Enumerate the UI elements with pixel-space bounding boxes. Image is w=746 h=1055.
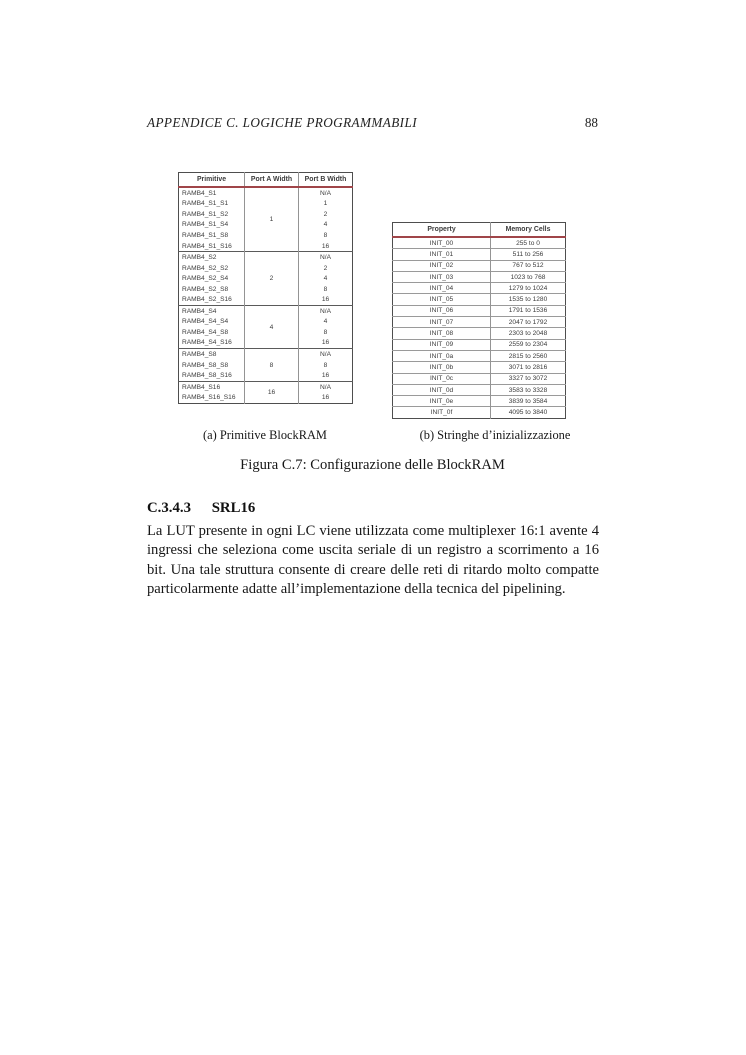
table-header-row <box>179 173 353 188</box>
page-number: 88 <box>584 115 598 130</box>
primitive-cell: RAMB4_S1_S1 <box>182 200 229 208</box>
property-cell: INIT_04 <box>393 283 491 294</box>
table-row <box>179 306 353 317</box>
running-header <box>147 115 598 131</box>
primitive-cell: RAMB4_S1_S16 <box>182 242 232 250</box>
primitive-cell: RAMB4_S8 <box>179 349 245 360</box>
property-cell: INIT_05 <box>393 294 491 305</box>
table-row <box>179 187 353 199</box>
property-cell: INIT_0c <box>393 373 491 384</box>
port-b-width-cell: 8 <box>299 284 353 295</box>
table-row <box>393 249 566 260</box>
primitive-cell: RAMB4_S1_S4 <box>182 221 229 229</box>
property-cell: INIT_06 <box>393 305 491 316</box>
table-row <box>393 384 566 395</box>
table-row <box>393 317 566 328</box>
table-row <box>393 305 566 316</box>
property-cell: INIT_0e <box>393 396 491 407</box>
table-row <box>179 349 353 360</box>
memory-cells-cell: 1791 to 1536 <box>491 305 566 316</box>
table-row <box>393 350 566 361</box>
memory-cells-cell: 3583 to 3328 <box>491 384 566 395</box>
figure-caption: Figura C.7: Configurazione delle BlockRAM <box>240 457 505 473</box>
table-row <box>393 373 566 384</box>
port-a-width-cell: 1 <box>245 187 299 252</box>
property-cell: INIT_03 <box>393 271 491 282</box>
primitive-blockram-table <box>178 172 353 404</box>
primitive-cell: RAMB4_S4_S16 <box>182 339 232 347</box>
memory-cells-cell: 3327 to 3072 <box>491 373 566 384</box>
property-cell: INIT_0d <box>393 384 491 395</box>
port-b-width-cell: 4 <box>299 220 353 231</box>
subfigure-caption-a: (a) Primitive BlockRAM <box>203 428 327 442</box>
table-row <box>393 407 566 418</box>
section-title: SRL16 <box>211 500 256 516</box>
port-b-width-cell: N/A <box>299 349 353 360</box>
port-a-width-cell: 8 <box>245 349 299 382</box>
memory-cells-cell: 1023 to 768 <box>491 271 566 282</box>
port-b-width-cell: 1 <box>299 199 353 210</box>
table-row <box>393 237 566 249</box>
port-b-width-cell: 2 <box>299 209 353 220</box>
init-strings-table <box>392 222 566 419</box>
table-row <box>393 283 566 294</box>
col-header-property: Property <box>393 223 491 238</box>
property-cell: INIT_07 <box>393 317 491 328</box>
port-a-width-cell: 16 <box>245 381 299 403</box>
memory-cells-cell: 767 to 512 <box>491 260 566 271</box>
subfigure-caption-b: (b) Stringhe d’inizializzazione <box>419 428 571 442</box>
memory-cells-cell: 3071 to 2816 <box>491 362 566 373</box>
primitive-cell: RAMB4_S4_S4 <box>182 318 229 326</box>
table-row <box>393 260 566 271</box>
port-b-width-cell: N/A <box>299 252 353 263</box>
col-header-memory-cells: Memory Cells <box>491 223 566 238</box>
port-b-width-cell: N/A <box>299 306 353 317</box>
table-row <box>393 339 566 350</box>
memory-cells-cell: 2815 to 2560 <box>491 350 566 361</box>
property-cell: INIT_0b <box>393 362 491 373</box>
port-b-width-cell: 8 <box>299 230 353 241</box>
table-row <box>179 252 353 263</box>
table-row <box>393 328 566 339</box>
col-header-primitive: Primitive <box>179 173 245 188</box>
col-header-port-b-width: Port B Width <box>299 173 353 188</box>
primitive-cell: RAMB4_S2_S8 <box>182 285 229 293</box>
property-cell: INIT_08 <box>393 328 491 339</box>
property-cell: INIT_01 <box>393 249 491 260</box>
chapter-title: APPENDICE C. LOGICHE PROGRAMMABILI <box>147 115 417 130</box>
property-cell: INIT_09 <box>393 339 491 350</box>
port-b-width-cell: 16 <box>299 294 353 305</box>
memory-cells-cell: 1535 to 1280 <box>491 294 566 305</box>
port-a-width-cell: 4 <box>245 306 299 349</box>
section-paragraph: La LUT presente in ogni LC viene utilizzata come multiplexer 16:1 avente 4 ingressi che seleziona come uscita seriale di un registro a scorrimento a 16 bit. Una tale struttura consente di creare delle reti di ritardo molto compatte particolarmente adatte all’implementazione della tecnica del pipelining. <box>147 523 599 597</box>
table-row <box>393 396 566 407</box>
col-header-port-a-width: Port A Width <box>245 173 299 188</box>
primitive-cell: RAMB4_S4_S8 <box>182 328 229 336</box>
memory-cells-cell: 255 to 0 <box>491 237 566 249</box>
table-row <box>393 362 566 373</box>
primitive-cell: RAMB4_S2_S2 <box>182 264 229 272</box>
primitive-table-body <box>179 187 353 403</box>
section-heading <box>147 500 255 517</box>
primitive-cell: RAMB4_S8_S16 <box>182 372 232 380</box>
table-header-row <box>393 223 566 238</box>
primitive-cell: RAMB4_S4 <box>179 306 245 317</box>
primitive-cell: RAMB4_S1_S2 <box>182 210 229 218</box>
primitive-cell: RAMB4_S2 <box>179 252 245 263</box>
port-b-width-cell: 4 <box>299 317 353 328</box>
table-row <box>393 271 566 282</box>
primitive-cell: RAMB4_S16 <box>179 381 245 392</box>
memory-cells-cell: 4095 to 3840 <box>491 407 566 418</box>
port-b-width-cell: N/A <box>299 187 353 199</box>
port-b-width-cell: 16 <box>299 370 353 381</box>
section-number: C.3.4.3 <box>147 500 191 516</box>
property-cell: INIT_0f <box>393 407 491 418</box>
table-row <box>393 294 566 305</box>
primitive-cell: RAMB4_S8_S8 <box>182 361 229 369</box>
port-b-width-cell: 8 <box>299 327 353 338</box>
property-cell: INIT_0a <box>393 350 491 361</box>
primitive-cell: RAMB4_S1 <box>179 187 245 199</box>
port-b-width-cell: 4 <box>299 273 353 284</box>
memory-cells-cell: 1279 to 1024 <box>491 283 566 294</box>
port-b-width-cell: N/A <box>299 381 353 392</box>
memory-cells-cell: 2303 to 2048 <box>491 328 566 339</box>
port-b-width-cell: 16 <box>299 392 353 403</box>
port-b-width-cell: 2 <box>299 263 353 274</box>
port-b-width-cell: 16 <box>299 338 353 349</box>
port-b-width-cell: 8 <box>299 360 353 371</box>
port-b-width-cell: 16 <box>299 241 353 252</box>
port-a-width-cell: 2 <box>245 252 299 306</box>
memory-cells-cell: 511 to 256 <box>491 249 566 260</box>
init-table-body <box>393 237 566 418</box>
property-cell: INIT_02 <box>393 260 491 271</box>
property-cell: INIT_00 <box>393 237 491 249</box>
primitive-cell: RAMB4_S2_S4 <box>182 275 229 283</box>
primitive-cell: RAMB4_S2_S16 <box>182 296 232 304</box>
memory-cells-cell: 2559 to 2304 <box>491 339 566 350</box>
primitive-cell: RAMB4_S1_S8 <box>182 231 229 239</box>
primitive-cell: RAMB4_S16_S16 <box>182 394 236 402</box>
table-row <box>179 381 353 392</box>
memory-cells-cell: 2047 to 1792 <box>491 317 566 328</box>
memory-cells-cell: 3839 to 3584 <box>491 396 566 407</box>
